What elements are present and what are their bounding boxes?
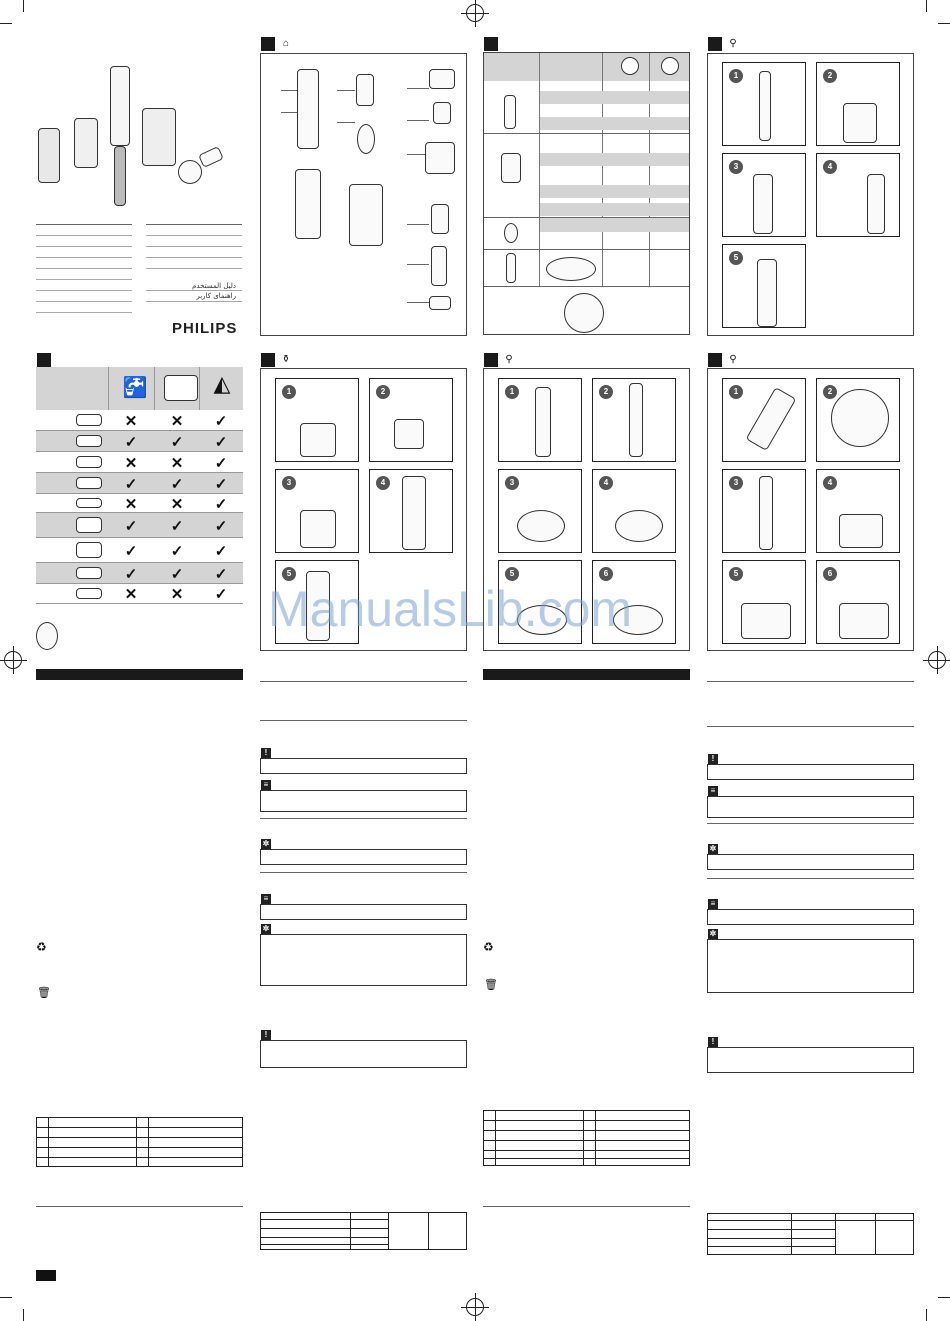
crop-mark (0, 1297, 12, 1298)
section-marker (708, 353, 722, 367)
cleaning-mark-cloth: ✓ (214, 495, 228, 513)
warning-box (707, 1047, 914, 1073)
cover-language-arabic: دليل المستخدم (192, 282, 236, 290)
whisk-image (357, 124, 375, 154)
scraper-image (429, 296, 451, 310)
step-cell (275, 469, 359, 553)
step-number: 3 (729, 160, 743, 174)
cover-language-persian: راهنمای کاربر (196, 292, 236, 300)
whisk-row-image (504, 223, 518, 243)
section-marker (484, 37, 498, 51)
callout-line (337, 122, 355, 123)
cover-rule (146, 235, 242, 236)
wee-bin-icon: 🗑 (37, 987, 51, 999)
chopper-icon: ⚱ (281, 354, 291, 365)
step-number: 3 (505, 476, 519, 490)
blender-icon: ⚲ (729, 38, 737, 49)
cover-rule (146, 268, 242, 269)
warning-icon: ! (261, 748, 271, 758)
cleaning-row (36, 452, 243, 473)
cover-rule (146, 246, 242, 247)
note-box (260, 790, 467, 812)
table-header-shade (484, 53, 689, 81)
cleaning-part-image (76, 498, 102, 508)
note-icon: ≡ (261, 894, 271, 904)
product-overview-panel (260, 53, 467, 336)
step-illustration (759, 476, 773, 550)
table-col-line (649, 53, 650, 286)
cover-rule (146, 290, 242, 291)
step-number: 4 (823, 476, 837, 490)
step-illustration (759, 71, 771, 141)
cleaning-mark-tap: ✕ (124, 454, 138, 472)
crop-mark (938, 23, 950, 24)
table-row-line (484, 133, 689, 134)
cleaning-part-image (76, 456, 102, 468)
cloth-icon: ◭ (213, 371, 231, 396)
cleaning-mark-tap: ✕ (124, 586, 138, 603)
section-marker (708, 37, 722, 51)
tip-box (260, 934, 467, 986)
crop-mark (926, 0, 927, 12)
step-illustration (839, 603, 889, 639)
cleaning-mark-dishwasher: ✕ (170, 412, 184, 430)
cleaning-row (36, 513, 243, 538)
cleaning-part-image (76, 588, 102, 599)
step-illustration (300, 423, 336, 457)
registration-mark (466, 4, 484, 22)
warning-icon: ! (708, 1037, 718, 1047)
step-cell (592, 378, 676, 462)
brand-logo: PHILIPS (172, 320, 238, 337)
product-blender-shaft-image (114, 146, 126, 206)
step-number: 4 (376, 476, 390, 490)
cleaning-part-image (76, 435, 102, 447)
crop-mark (926, 1309, 927, 1321)
product-chopper-bowl-image (142, 108, 176, 166)
tip-box (260, 849, 467, 865)
cleaning-row (36, 538, 243, 563)
callout-line (407, 302, 429, 303)
step-illustration (402, 476, 426, 550)
wee-bin-icon: 🗑 (484, 979, 498, 991)
step-illustration (839, 514, 883, 548)
callout-line (407, 120, 429, 121)
step-number: 4 (823, 160, 837, 174)
blade-unit-image (431, 246, 447, 286)
table-row-line (484, 249, 689, 250)
crop-mark (23, 1309, 24, 1321)
cleaning-mark-tap: ✕ (124, 495, 138, 513)
warning-icon: ! (708, 754, 718, 764)
tap-icon: 🚰 (122, 377, 148, 399)
warning-icon: ! (261, 1030, 271, 1040)
cover-rule (36, 257, 132, 258)
callout-line (281, 90, 297, 91)
section-divider (36, 1206, 243, 1207)
step-illustration (757, 259, 777, 327)
crop-mark (0, 23, 12, 24)
step-cell (369, 469, 453, 553)
callout-line (407, 154, 425, 155)
step-cell (275, 378, 359, 462)
quantity-table (707, 1213, 914, 1255)
motor-unit-image (297, 69, 319, 149)
step-illustration (831, 389, 889, 447)
table-row-shade (540, 91, 689, 104)
cleaning-mark-dishwasher: ✓ (170, 542, 184, 560)
section-divider (260, 681, 467, 682)
cleaning-mark-cloth: ✓ (214, 517, 228, 535)
crop-mark (938, 1297, 950, 1298)
step-number: 5 (729, 251, 743, 265)
step-illustration (843, 103, 877, 143)
cleaning-mark-tap: ✕ (124, 412, 138, 430)
section-divider (260, 720, 467, 721)
step-illustration (753, 174, 773, 234)
page-number-marker (36, 1270, 56, 1281)
cover-rule (36, 279, 132, 280)
product-whisk-coupling-image (198, 146, 224, 168)
table-row-line (484, 286, 689, 287)
step-cell (722, 62, 806, 146)
recycle-icon: ♻ (483, 940, 494, 954)
tip-icon: ✲ (709, 844, 717, 853)
section-marker (484, 353, 498, 367)
step-number: 6 (823, 567, 837, 581)
cover-rule (36, 268, 132, 269)
step-cell (816, 62, 900, 146)
cleaning-mark-dishwasher: ✓ (170, 565, 184, 583)
tip-box (707, 939, 914, 993)
cleaning-mark-dishwasher: ✕ (170, 586, 184, 603)
step-cell (722, 469, 806, 553)
step-illustration (746, 387, 797, 451)
product-beaker-image (74, 118, 98, 168)
section-divider (483, 1206, 690, 1207)
chopper-assembly-panel (707, 368, 914, 651)
step-illustration (535, 387, 551, 457)
cleaning-mark-dishwasher: ✓ (170, 433, 184, 451)
section-divider (707, 726, 914, 727)
section-title-bar (483, 669, 690, 680)
chopper-row-image (501, 153, 521, 183)
callout-line (407, 224, 429, 225)
step-cell (369, 378, 453, 462)
cleaning-row (36, 473, 243, 494)
step-cell (592, 469, 676, 553)
chopper-bowl-image (425, 142, 455, 174)
cleaning-part-image (76, 477, 102, 489)
table-row-shade (540, 153, 689, 166)
section-divider (707, 681, 914, 682)
section-divider (707, 823, 914, 824)
step-number: 5 (505, 567, 519, 581)
note-icon: ≡ (261, 780, 271, 790)
step-cell (816, 469, 900, 553)
product-chopper-attachment-image (38, 128, 60, 183)
warning-box (260, 758, 467, 774)
step-number: 2 (823, 69, 837, 83)
cleaning-mark-tap: ✓ (124, 475, 138, 493)
cleaning-row (36, 410, 243, 431)
philips-shield-logo (36, 622, 58, 650)
cleaning-row (36, 494, 243, 513)
step-illustration (741, 603, 791, 639)
step-cell (722, 153, 806, 237)
step-cell (722, 244, 806, 328)
step-cell (816, 378, 900, 462)
cover-rule (36, 290, 132, 291)
recycle-icon: ♻ (36, 940, 47, 954)
note-box (707, 796, 914, 818)
cleaning-mark-cloth: ✓ (214, 433, 228, 451)
cover-rule (146, 301, 242, 302)
note-box (260, 904, 467, 920)
blender-bar-row-image (504, 95, 516, 129)
tip-icon: ✲ (262, 839, 270, 848)
cleaning-mark-cloth: ✓ (214, 454, 228, 472)
cover-rule (36, 235, 132, 236)
section-marker (261, 37, 275, 51)
step-illustration (300, 510, 336, 548)
section-marker (261, 353, 275, 367)
cleaning-mark-cloth: ✓ (214, 542, 228, 560)
step-cell (498, 378, 582, 462)
registration-mark (4, 651, 22, 669)
table-col-line (602, 53, 603, 286)
cleaning-mark-cloth: ✓ (214, 586, 228, 603)
beaker-image (349, 184, 383, 246)
time-icon (661, 57, 679, 75)
warning-box (707, 764, 914, 780)
step-illustration (615, 510, 663, 542)
cleaning-mark-tap: ✓ (124, 517, 138, 535)
cleaning-mark-dishwasher: ✓ (170, 517, 184, 535)
cleaning-part-image (76, 542, 102, 558)
section-marker (37, 353, 51, 367)
cover-rule (146, 257, 242, 258)
section-divider (260, 818, 467, 819)
note-box (707, 909, 914, 925)
step-number: 2 (823, 385, 837, 399)
step-illustration (629, 383, 643, 457)
product-whisk-image (178, 160, 202, 184)
cleaning-row (36, 584, 243, 604)
attachment-icon: ⚲ (729, 354, 737, 365)
chopper-blade-image (433, 102, 451, 124)
callout-line (337, 90, 355, 91)
cleaning-mark-dishwasher: ✓ (170, 475, 184, 493)
cover-rule (146, 224, 242, 225)
cleaning-mark-cloth: ✓ (214, 412, 228, 430)
cover-rule (36, 224, 132, 225)
step-number: 3 (282, 476, 296, 490)
cover-rule (36, 312, 132, 313)
registration-mark (466, 1298, 484, 1316)
chopper-lid-image (429, 69, 455, 89)
step-illustration (394, 419, 424, 449)
cleaning-part-image (76, 414, 102, 426)
table-row-shade (540, 117, 689, 130)
step-cell (816, 560, 900, 644)
callout-line (281, 112, 297, 113)
cleaning-row (36, 563, 243, 584)
step-number: 4 (599, 476, 613, 490)
watermark: ManualsLib.com (268, 581, 633, 637)
cleaning-part-image (76, 567, 102, 579)
cleaning-mark-tap: ✓ (124, 433, 138, 451)
section-title-bar (36, 669, 243, 680)
step-illustration (517, 510, 565, 542)
cleaning-table (36, 367, 243, 604)
cleaning-mark-cloth: ✓ (214, 475, 228, 493)
cleaning-mark-dishwasher: ✕ (170, 495, 184, 513)
step-number: 5 (282, 567, 296, 581)
dishwasher-icon (164, 375, 198, 401)
step-number: 2 (599, 385, 613, 399)
cleaning-mark-tap: ✓ (124, 565, 138, 583)
callout-line (407, 88, 429, 89)
step-number: 5 (729, 567, 743, 581)
note-icon: ≡ (708, 899, 718, 909)
step-illustration (867, 174, 885, 234)
callout-line (407, 264, 429, 265)
cover-rule (36, 301, 132, 302)
specs-table (483, 1110, 690, 1166)
table-col-line (539, 53, 540, 286)
step-cell (722, 560, 806, 644)
table-row-shade (540, 218, 689, 232)
step-number: 3 (729, 476, 743, 490)
processing-table (483, 52, 690, 335)
fine-chop-image (564, 293, 604, 333)
cleaning-part-image (76, 517, 102, 533)
step-cell (816, 153, 900, 237)
step-number: 1 (729, 69, 743, 83)
quantity-icon (621, 57, 639, 75)
cleaning-mark-cloth: ✓ (214, 565, 228, 583)
step-number: 6 (599, 567, 613, 581)
mini-chopper-image (431, 204, 449, 234)
step-cell (722, 378, 806, 462)
step-number: 1 (505, 385, 519, 399)
step-cell (498, 469, 582, 553)
section-divider (260, 872, 467, 873)
cover-rule (36, 246, 132, 247)
blender-bar-image (295, 169, 321, 239)
quantity-table (260, 1212, 467, 1250)
table-row-shade (540, 185, 689, 198)
cleaning-row (36, 431, 243, 452)
section-divider (707, 878, 914, 879)
step-number: 1 (729, 385, 743, 399)
tip-box (707, 854, 914, 870)
overview-icon: ⌂ (282, 38, 290, 49)
table-row-shade (540, 203, 689, 216)
food-plate-image (546, 257, 596, 281)
note-icon: ≡ (708, 786, 718, 796)
blender-steps-panel (707, 53, 914, 336)
whisk-icon: ⚲ (505, 354, 513, 365)
step-number: 2 (376, 385, 390, 399)
whisk-coupling-image (356, 74, 374, 106)
tip-icon: ✲ (709, 929, 717, 938)
bar-row-image (506, 253, 516, 283)
specs-table (36, 1117, 243, 1167)
warning-box (260, 1040, 467, 1068)
cleaning-mark-dishwasher: ✕ (170, 454, 184, 472)
product-hand-blender-image (110, 66, 130, 146)
registration-mark (928, 651, 946, 669)
crop-mark (23, 0, 24, 12)
tip-icon: ✲ (262, 924, 270, 933)
cleaning-mark-tap: ✓ (124, 542, 138, 560)
step-number: 1 (282, 385, 296, 399)
